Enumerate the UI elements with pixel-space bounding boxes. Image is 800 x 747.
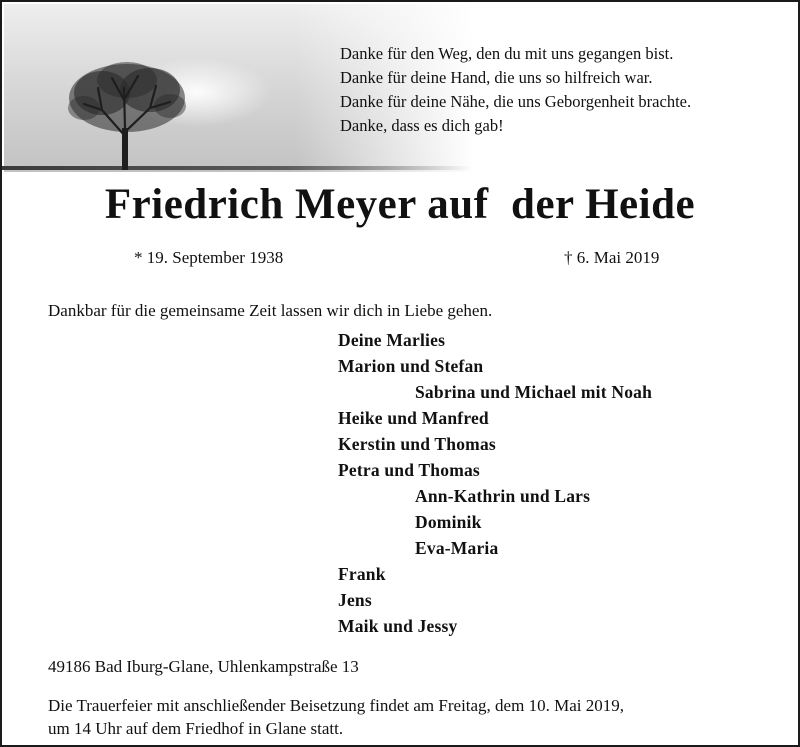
deceased-name: Friedrich Meyer auf der Heide [104,181,696,228]
poem-line: Danke für den Weg, den du mit uns gegangen bist. [340,44,674,63]
mourner: Sabrina und Michael mit Noah [415,382,653,402]
mourner: Deine Marlies [338,330,446,350]
mourner: Ann-Kathrin und Lars [415,486,591,506]
address: 49186 Bad Iburg-Glane, Uhlenkampstraße 13 [48,657,359,676]
mourner: Jens [338,590,372,610]
mourner: Heike und Manfred [338,408,489,428]
death-date: † 6. Mai 2019 [564,248,660,267]
mourner: Dominik [415,512,482,532]
intro-text: Dankbar für die gemeinsame Zeit lassen wir dich in Liebe gehen. [48,301,493,320]
funeral-line: um 14 Uhr auf dem Friedhof in Glane statt. [48,719,344,738]
mourner: Marion und Stefan [338,356,484,376]
mourner: Eva-Maria [415,538,499,558]
poem [340,42,691,138]
mourner: Kerstin und Thomas [338,434,496,454]
mourner: Petra und Thomas [338,460,480,480]
poem-line: Danke, dass es dich gab! [340,116,504,135]
funeral-line: Die Trauerfeier mit anschließender Beisetzung findet am Freitag, dem 10. Mai 2019, [48,696,624,715]
birth-date: * 19. September 1938 [134,248,284,267]
mourner: Frank [338,564,386,584]
mourner: Maik und Jessy [338,616,458,636]
poem-line: Danke für deine Hand, die uns so hilfreich war. [340,68,653,87]
tree-illustration-icon [62,58,192,170]
poem-line: Danke für deine Nähe, die uns Geborgenheit brachte. [340,92,692,111]
funeral-notice [48,694,624,740]
